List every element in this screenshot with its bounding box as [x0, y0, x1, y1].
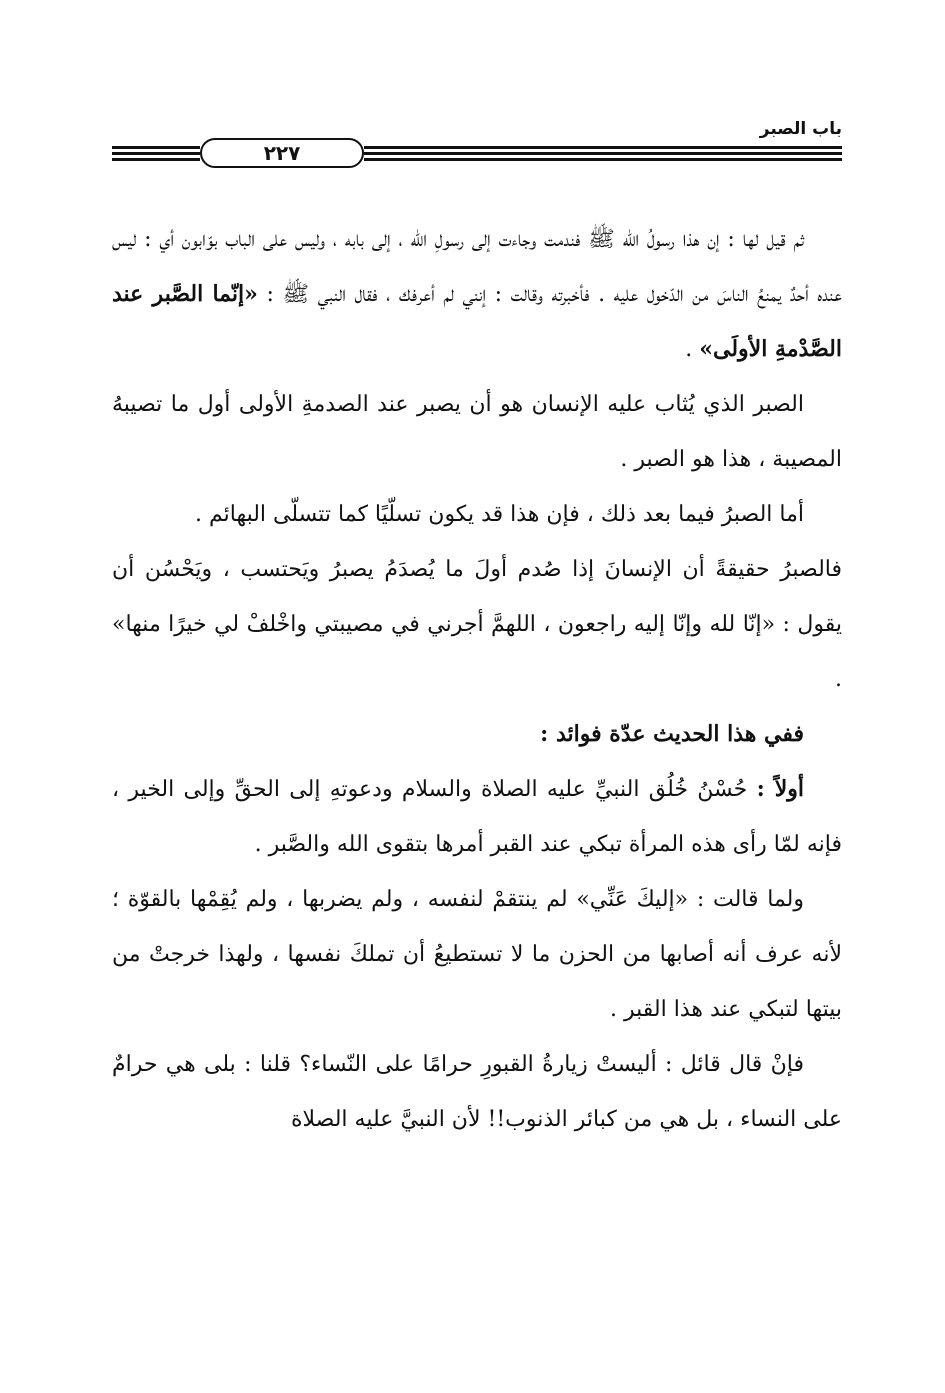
paragraph: الصبر الذي يُثاب عليه الإنسان هو أن يصبر عند الصدمةِ الأولى أول ما تصيبهُ المصيبة ، هذا هو الصبر .: [112, 392, 842, 472]
paragraph-text: .: [685, 337, 700, 362]
header-rule: [364, 152, 842, 155]
page-header: [112, 118, 842, 178]
header-rule: [364, 146, 842, 149]
header-rule: [112, 158, 200, 161]
chapter-title: باب الصبر: [759, 119, 842, 139]
paragraph-text: حُسْنُ خُلُق النبيِّ عليه الصلاة والسلام ودعوتهِ إلى الحقِّ وإلى الخير ، فإنه لمّا رأى هذه المرأة تبكي عند القبر أمرها بتقوى الله والصَّبر .: [112, 777, 842, 857]
header-rule: [112, 146, 200, 149]
paragraph: فالصبرُ حقيقةً أن الإنسانَ إذا صُدم أولَ ما يُصدَمُ يصبرُ ويَحتسب ، ويَحْسُن أن يقول : «إنّا لله وإنّا إليه راجعون ، اللهمَّ أجرني في مصيبتي واخْلفْ لي خيرًا منها» .: [112, 557, 842, 692]
hadith-quote: «إنّما الصَّبر عند الصَّدْمةِ الأولَى»: [112, 281, 842, 362]
paragraph-text: ثم قيل لها : إن هذا رسولُ الله ﷺ فندمت وجاءت إلى رسولِ الله ، إلى بابه ، وليس على الباب بوّابون أي : ليس عنده أحدٌ يمنعُ الناسَ من الدّخول عليه . فأخبرته وقالت : إنني لم أعرفك ، فقال النبي ﷺ :: [112, 227, 842, 307]
header-rule: [364, 158, 842, 161]
paragraph: أما الصبرُ فيما بعد ذلك ، فإن هذا قد يكون تسلّيًا كما تتسلّى البهائم .: [194, 502, 804, 527]
page-body: [112, 212, 842, 1147]
paragraph: [112, 212, 842, 377]
page-number: ٢٢٧: [200, 138, 364, 168]
paragraph: فإنْ قال قائل : أليستْ زيارةُ القبورِ حرامًا على النّساء؟ قلنا : بلى هي حرامٌ على النساء ، بل هي من كبائر الذنوب!! لأن النبيَّ عليه الصلاة: [112, 1052, 842, 1132]
header-rule: [112, 152, 200, 155]
paragraph: [112, 762, 842, 872]
point-label: أولاً :: [756, 776, 804, 802]
section-heading: ففي هذا الحديث عدّة فوائد :: [540, 721, 804, 747]
paragraph: ولما قالت : «إليكَ عَنِّي» لم ينتقمْ لنفسه ، ولم يضربها ، ولم يُقِمْها بالقوّة ؛ لأنه عرف أنه أصابها من الحزن ما لا تستطيعُ أن تملكَ نفسها ، ولهذا خرجتْ من بيتها لتبكي عند هذا القبر .: [112, 887, 842, 1022]
